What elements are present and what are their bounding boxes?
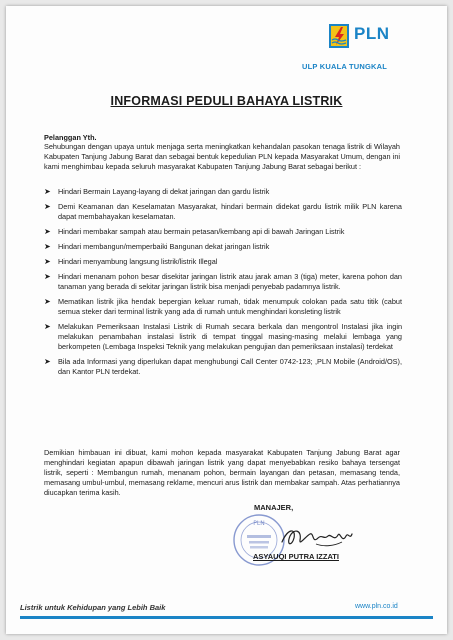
signer-name: ASYAUQI PUTRA IZZATI xyxy=(253,552,339,561)
list-item-text: Bila ada Informasi yang diperlukan dapat menghubungi Call Center 0742-123; ,PLN Mobile (Android/OS), dan Kantor PLN terdekat. xyxy=(58,357,402,376)
closing-paragraph: Demikian himbauan ini dibuat, kami mohon kepada masyarakat Kabupaten Tanjung Jabung Barat agar menghindari kegiatan apapun dibawah jaringan listrik yang dapat menyebabkan resiko bahaya tersengat listrik, seperti : Membangun rumah, menanam pohon, bermain layangan dan petasan, memasang tenda, memasang umbul-umbul, memasang reklame, mencuri arus listrik dan membakar sampah. Atas perhatiannya diucapkan terima kasih. xyxy=(44,448,400,497)
list-item xyxy=(44,297,402,317)
list-item-text: Hindari Bermain Layang-layang di dekat jaringan dan gardu listrik xyxy=(58,187,270,196)
arrow-bullet-icon: ➤ xyxy=(44,227,51,236)
list-item-text: Demi Keamanan dan Keselamatan Masyarakat, hindari bermain didekat gardu listrik milik PLN karena dapat membahayakan keselamatan. xyxy=(58,202,402,221)
pln-logo xyxy=(328,23,408,49)
signer-role: MANAJER, xyxy=(254,503,294,512)
list-item xyxy=(44,272,402,292)
arrow-bullet-icon: ➤ xyxy=(44,357,51,366)
logo-text: PLN xyxy=(354,24,390,43)
document-page xyxy=(6,6,447,634)
intro-paragraph: Sehubungan dengan upaya untuk menjaga serta meningkatkan kehandalan pasokan tenaga listrik di Wilayah Kabupaten Tanjung Jabung Barat dan sebagai bentuk kepedulian PLN kepada Masyarakat Umum, dengan ini kami menghimbau kepada seluruh masyarakat Kabupaten Tanjung Jabung Barat sebagai berikut : xyxy=(44,142,400,171)
pln-logo-icon xyxy=(328,23,350,49)
arrow-bullet-icon: ➤ xyxy=(44,272,51,281)
footer-tagline: Listrik untuk Kehidupan yang Lebih Baik xyxy=(20,603,166,612)
list-item xyxy=(44,202,402,222)
list-item-text: Hindari menanam pohon besar disekitar jaringan listrik atau jarak aman 3 (tiga) meter, karena pohon dan tanaman yang berada di sekitar jaringan listrik bisa menjadi penyebab padamnya listrik. xyxy=(58,272,402,291)
list-item xyxy=(44,322,402,352)
arrow-bullet-icon: ➤ xyxy=(44,257,51,266)
arrow-bullet-icon: ➤ xyxy=(44,322,51,331)
footer-url[interactable]: www.pln.co.id xyxy=(355,603,398,610)
list-item-text: Hindari membangun/memperbaiki Bangunan dekat jaringan listrik xyxy=(58,242,270,251)
footer-divider xyxy=(20,616,433,619)
handwritten-signature xyxy=(276,522,360,552)
advice-list xyxy=(44,187,402,382)
arrow-bullet-icon: ➤ xyxy=(44,297,51,306)
list-item xyxy=(44,187,402,197)
unit-name: ULP KUALA TUNGKAL xyxy=(302,62,388,71)
list-item-text: Hindari menyambung langsung listrik/listrik Illegal xyxy=(58,257,218,266)
page-title: INFORMASI PEDULI BAHAYA LISTRIK xyxy=(110,94,343,108)
stamp-text: PLN xyxy=(253,520,265,527)
list-item-text: Mematikan listrik jika hendak bepergian keluar rumah, tidak menumpuk colokan pada satu titik (cabut semua steker dari terminal listrik yang ada di rumah untuk menghindari konsleting listrik xyxy=(58,297,402,316)
list-item-text: Melakukan Pemeriksaan Instalasi Listrik di Rumah secara berkala dan mengontrol Instalasi jika ingin melakukan penambahan instalasi listrik di tempat tinggal masing-masing melalui lembaga yang berkompeten (Lembaga Inspeksi Teknik yang melakukan pengujian dan pemeriksaan instalasi) terdekat xyxy=(58,322,402,351)
list-item-text: Hindari membakar sampah atau bermain petasan/kembang api di bawah Jaringan Listrik xyxy=(58,227,345,236)
arrow-bullet-icon: ➤ xyxy=(44,202,51,211)
list-item xyxy=(44,357,402,377)
list-item xyxy=(44,227,402,237)
arrow-bullet-icon: ➤ xyxy=(44,187,51,196)
list-item xyxy=(44,257,402,267)
list-item xyxy=(44,242,402,252)
arrow-bullet-icon: ➤ xyxy=(44,242,51,251)
greeting: Pelanggan Yth. xyxy=(44,133,97,142)
